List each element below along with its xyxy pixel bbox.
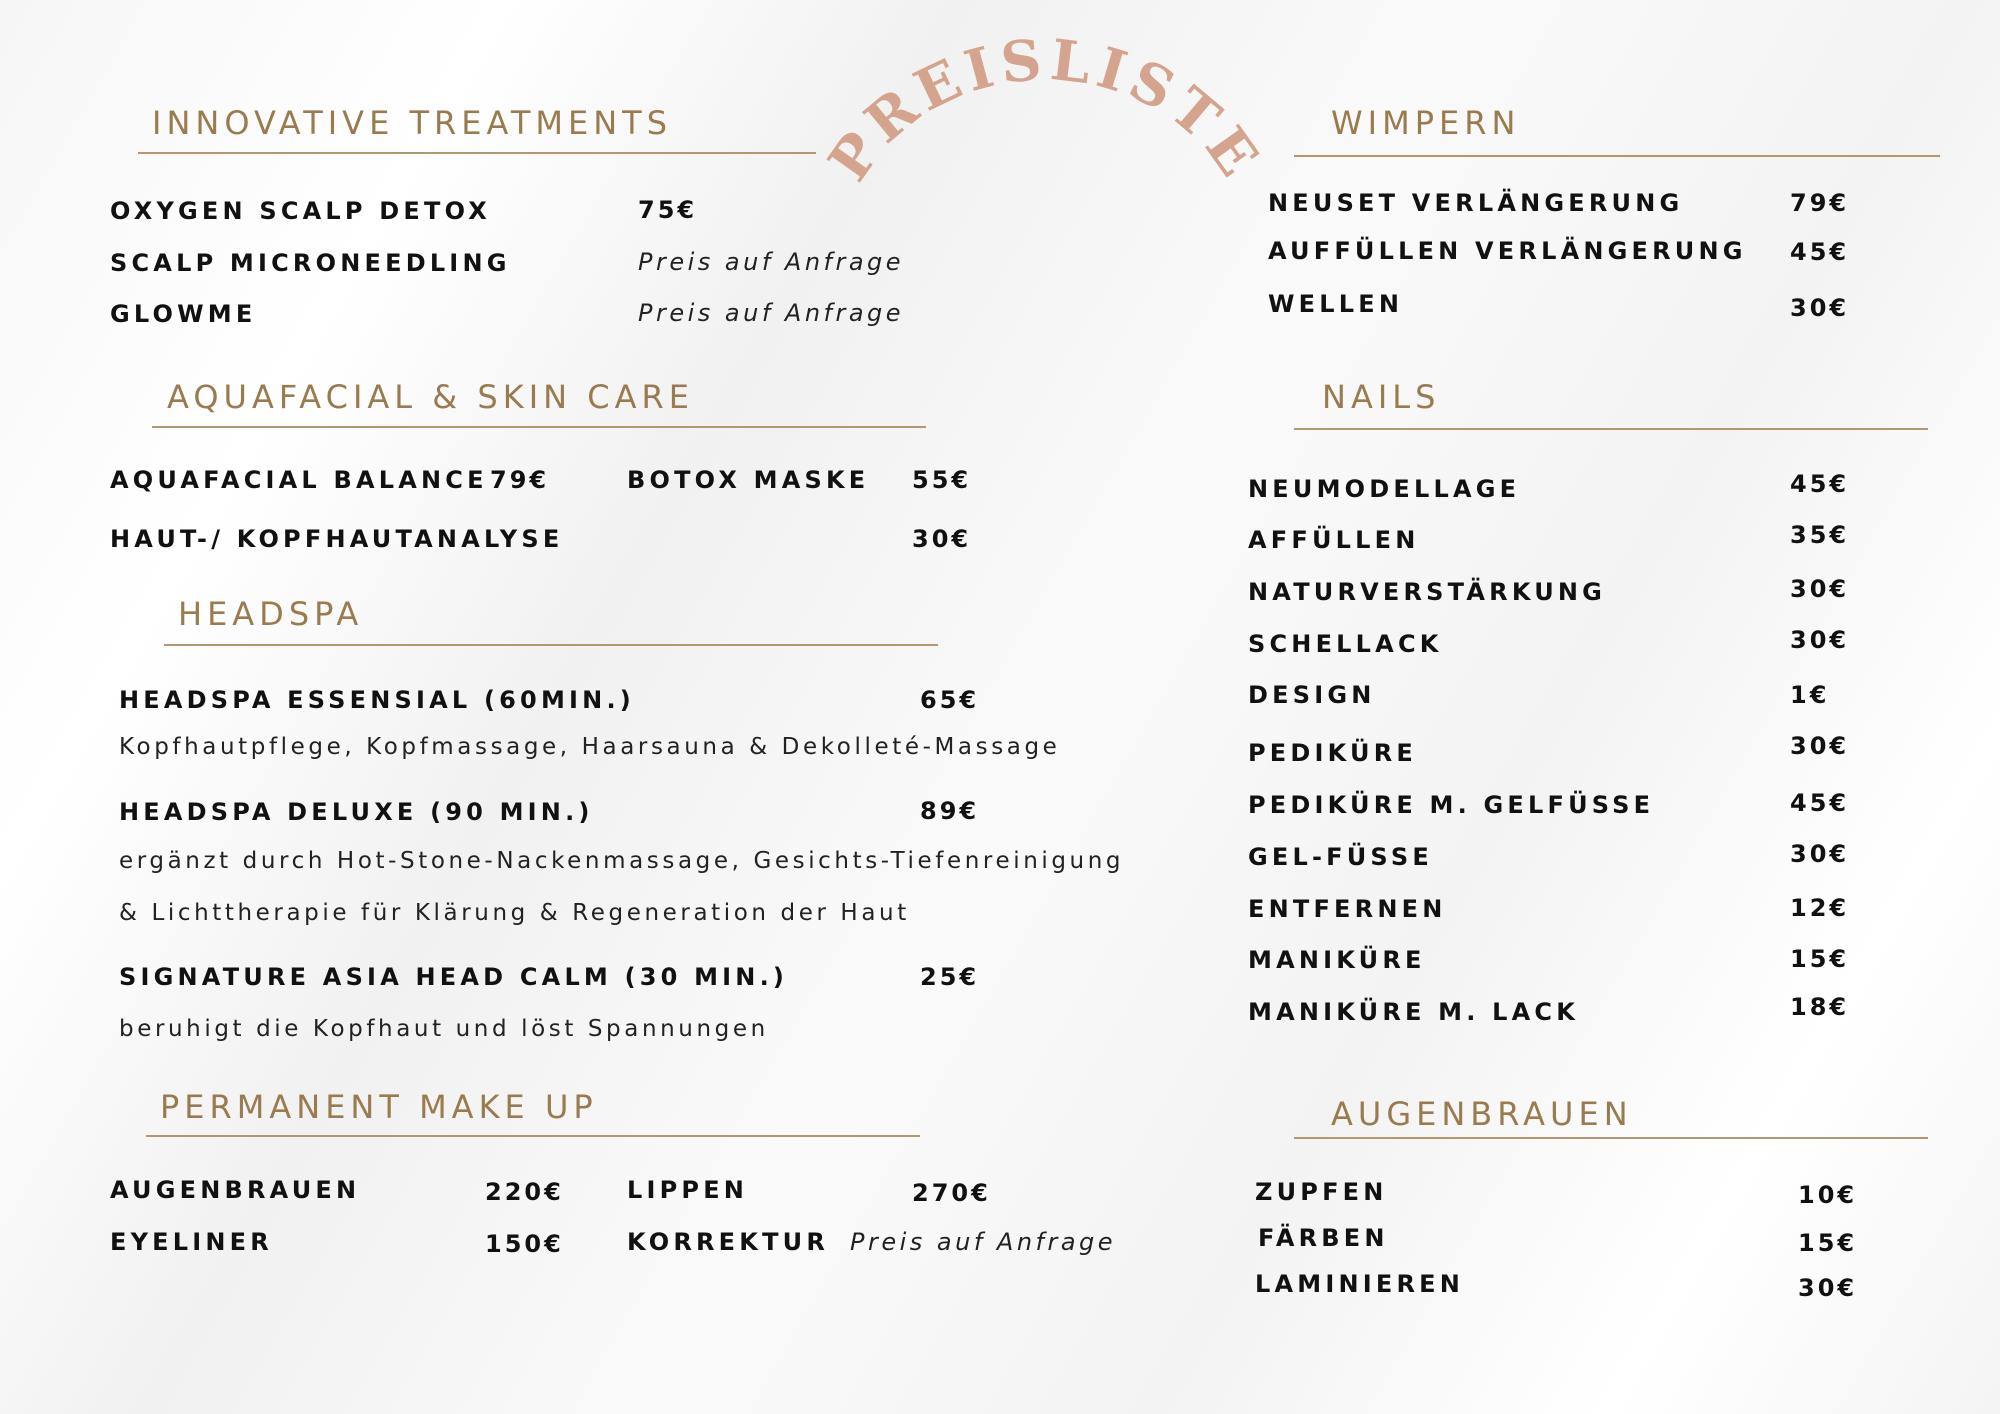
item-price: 30€ xyxy=(1790,294,1850,322)
item-description: ergänzt durch Hot-Stone-Nackenmassage, Gesichts-Tiefenreinigung xyxy=(119,848,1125,874)
item-name: LIPPEN xyxy=(627,1176,749,1204)
item-price: 30€ xyxy=(1790,732,1850,760)
item-name: MANIKÜRE xyxy=(1248,946,1426,974)
item-price: 35€ xyxy=(1790,521,1850,549)
wimpern-divider xyxy=(1294,155,1940,157)
item-price: 45€ xyxy=(1790,789,1850,817)
item-price: 15€ xyxy=(1790,945,1850,973)
item-description: beruhigt die Kopfhaut und löst Spannungen xyxy=(119,1016,769,1042)
item-name: EYELINER xyxy=(110,1228,273,1256)
item-price: 30€ xyxy=(1790,575,1850,603)
item-price: Preis auf Anfrage xyxy=(850,1228,1117,1256)
item-price: 10€ xyxy=(1798,1181,1858,1209)
item-name: AFFÜLLEN xyxy=(1248,526,1420,554)
item-name: PEDIKÜRE M. GELFÜSSE xyxy=(1248,791,1655,819)
item-name: WELLEN xyxy=(1268,290,1404,318)
item-name: FÄRBEN xyxy=(1258,1224,1389,1252)
item-name: SIGNATURE ASIA HEAD CALM (30 MIN.) xyxy=(119,963,789,991)
item-name: GEL-FÜSSE xyxy=(1248,843,1433,871)
item-name: AUGENBRAUEN xyxy=(110,1176,361,1204)
item-name: NEUSET VERLÄNGERUNG xyxy=(1268,189,1684,217)
item-price: 12€ xyxy=(1790,894,1850,922)
item-name: NEUMODELLAGE xyxy=(1248,475,1521,503)
item-name: ENTFERNEN xyxy=(1248,895,1447,923)
item-name: MANIKÜRE M. LACK xyxy=(1248,998,1580,1026)
item-name: AUFFÜLLEN VERLÄNGERUNG xyxy=(1268,237,1747,265)
item-price: 79€ xyxy=(1790,189,1850,217)
augenbrauen-divider xyxy=(1294,1137,1928,1139)
item-price: 30€ xyxy=(1790,840,1850,868)
page-title-text: PREISLISTE xyxy=(815,26,1275,193)
item-price: 55€ xyxy=(912,466,972,494)
item-price: 270€ xyxy=(912,1179,991,1207)
augenbrauen-heading: AUGENBRAUEN xyxy=(1331,1095,1633,1133)
item-name: GLOWME xyxy=(110,300,257,328)
item-price: 30€ xyxy=(912,525,972,553)
item-name: NATURVERSTÄRKUNG xyxy=(1248,578,1607,606)
item-price: 30€ xyxy=(1798,1274,1858,1302)
item-name: LAMINIEREN xyxy=(1255,1270,1465,1298)
item-price: Preis auf Anfrage xyxy=(638,248,905,276)
item-price: 65€ xyxy=(920,686,980,714)
item-price: 1€ xyxy=(1790,681,1830,709)
item-name: SCALP MICRONEEDLING xyxy=(110,249,511,277)
item-name: PEDIKÜRE xyxy=(1248,739,1417,767)
item-price: 15€ xyxy=(1798,1229,1858,1257)
item-name: HEADSPA DELUXE (90 MIN.) xyxy=(119,798,594,826)
item-name: SCHELLACK xyxy=(1248,630,1443,658)
item-price: Preis auf Anfrage xyxy=(638,299,905,327)
item-description: & Lichttherapie für Klärung & Regeneration der Haut xyxy=(119,900,910,926)
wimpern-heading: WIMPERN xyxy=(1331,104,1521,142)
item-price: 18€ xyxy=(1790,993,1850,1021)
item-name: HAUT-/ KOPFHAUTANALYSE xyxy=(110,525,564,553)
item-price: 79€ xyxy=(490,466,550,494)
item-price: 25€ xyxy=(920,963,980,991)
nails-heading: NAILS xyxy=(1322,378,1441,416)
item-description: Kopfhautpflege, Kopfmassage, Haarsauna & Dekolleté-Massage xyxy=(119,734,1061,760)
pmu-divider xyxy=(146,1135,920,1137)
item-name: KORREKTUR xyxy=(627,1228,830,1256)
item-price: 30€ xyxy=(1790,626,1850,654)
aquafacial-divider xyxy=(152,426,926,428)
item-price: 89€ xyxy=(920,797,980,825)
nails-divider xyxy=(1294,428,1928,430)
item-price: 45€ xyxy=(1790,470,1850,498)
item-price: 220€ xyxy=(485,1178,564,1206)
item-name: DESIGN xyxy=(1248,681,1376,709)
headspa-divider xyxy=(164,644,938,646)
page-title xyxy=(790,20,1290,210)
item-name: HEADSPA ESSENSIAL (60MIN.) xyxy=(119,686,635,714)
innovative-divider xyxy=(138,152,816,154)
headspa-heading: HEADSPA xyxy=(178,595,364,633)
item-name: AQUAFACIAL BALANCE xyxy=(110,466,488,494)
item-name: ZUPFEN xyxy=(1255,1178,1388,1206)
pmu-heading: PERMANENT MAKE UP xyxy=(160,1088,598,1126)
item-price: 45€ xyxy=(1790,238,1850,266)
svg-text:PREISLISTE xyxy=(816,27,1274,193)
item-price: 150€ xyxy=(485,1230,564,1258)
innovative-heading: INNOVATIVE TREATMENTS xyxy=(152,104,673,142)
item-name: BOTOX MASKE xyxy=(627,466,870,494)
item-name: OXYGEN SCALP DETOX xyxy=(110,197,492,225)
item-price: 75€ xyxy=(638,196,698,224)
aquafacial-heading: AQUAFACIAL & SKIN CARE xyxy=(167,378,694,416)
